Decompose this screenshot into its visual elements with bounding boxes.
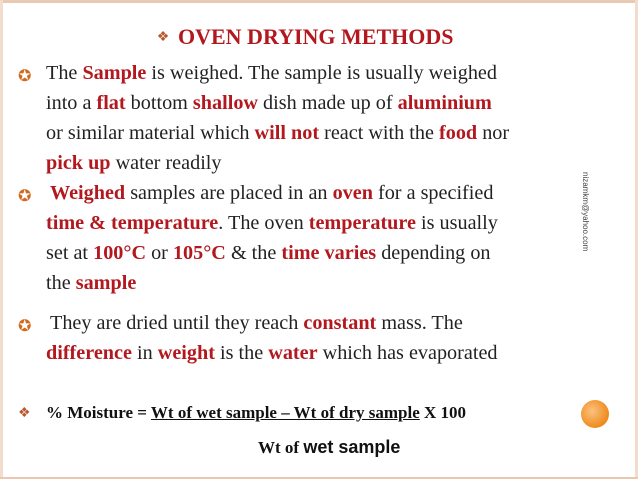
bullet1-line3: or similar material which will not react with the food nor [46,122,510,144]
slide-title: OVEN DRYING METHODS [178,24,454,49]
bullet3-line1: They are dried until they reach constant mass. The [50,312,463,334]
author-watermark: nizamkm@yahoo.com [581,172,590,252]
left-border [0,0,3,479]
bullet1-line4: pick up water readily [46,152,222,174]
slide-title-row [154,22,453,52]
checkbox-bullet-icon: ✪ [18,68,32,85]
diamond-bullet-icon: ❖ [18,406,31,421]
bullet2-line3: set at 100°C or 105°C & the time varies depending on [46,242,491,264]
moisture-formula: % Moisture = Wt of wet sample – Wt of dry sample X 100 [46,403,467,422]
checkbox-bullet-icon: ✪ [18,188,32,205]
formula-denominator: Wt of wet sample [258,437,401,457]
bullet2-line2: time & temperature. The oven temperature is usually [46,212,498,234]
bullet1-line2: into a flat bottom shallow dish made up of aluminium [46,92,492,114]
bullet3-line2: difference in weight is the water which has evaporated [46,342,498,364]
checkbox-bullet-icon: ✪ [18,318,32,335]
top-border [0,0,638,3]
bullet2-line4: the sample [46,272,137,294]
bullet1-line1: The Sample is weighed. The sample is usually weighed [46,62,497,84]
bullet2-line1: Weighed samples are placed in an oven for a specified [50,182,494,204]
formula-numerator: Wt of wet sample – Wt of dry sample [150,403,420,422]
diamond-bullet-icon: ❖ [156,29,170,45]
decorative-orange-dot [581,400,609,428]
